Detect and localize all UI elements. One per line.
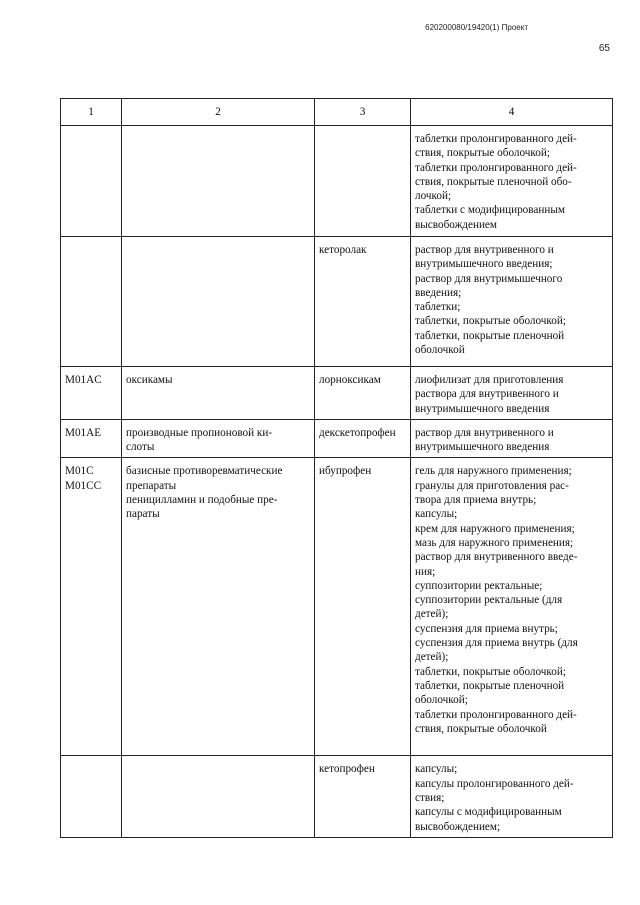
atc-code-line: M01CC	[65, 479, 102, 492]
atc-code-cell	[61, 237, 122, 367]
dosage-form-line: ния;	[415, 565, 436, 578]
atc-code-line: M01AE	[65, 426, 102, 439]
dosage-form-line: суспензия для приема внутрь (для	[415, 637, 578, 650]
table-row	[61, 126, 613, 237]
dosage-form-line: ствия;	[415, 792, 445, 805]
dosage-form-line: оболочкой	[415, 344, 465, 357]
dosage-forms-cell	[411, 367, 613, 420]
table-row	[61, 237, 613, 367]
dosage-form-line: внутримышечного введения;	[415, 258, 553, 271]
dosage-form-line: таблетки с модифицированным	[415, 204, 565, 217]
dosage-form-line: таблетки пролонгированного дей-	[415, 133, 577, 145]
atc-code-line: M01AC	[65, 374, 102, 386]
group-name-line: параты	[126, 508, 160, 521]
dosage-form-line: введения;	[415, 286, 462, 299]
drug-name-line: кеторолак	[319, 244, 367, 256]
dosage-form-line: таблетки;	[415, 301, 461, 314]
dosage-form-line: высвобождением	[415, 218, 497, 231]
group-name-line: пеницилламин и подобные пре-	[126, 494, 278, 507]
dosage-forms-cell	[411, 419, 613, 458]
dosage-form-line: таблетки, покрытые пленочной	[415, 679, 565, 692]
group-name-line: оксикамы	[126, 374, 173, 386]
dosage-form-line: таблетки пролонгированного дей-	[415, 161, 577, 174]
column-header: 2	[122, 99, 315, 126]
table-row	[61, 458, 613, 756]
dosage-forms-cell	[411, 126, 613, 237]
column-header: 1	[61, 99, 122, 126]
dosage-form-line: капсулы;	[415, 763, 458, 776]
dosage-form-line: ствия, покрытые оболочкой	[415, 722, 547, 735]
drug-name-cell	[315, 458, 411, 756]
drug-name-line: декскетопрофен	[319, 426, 396, 439]
drug-name-cell	[315, 237, 411, 367]
dosage-form-line: капсулы пролонгированного дей-	[415, 777, 574, 790]
dosage-form-line: раствор для внутривенного введе-	[415, 551, 578, 564]
group-name-line: производные пропионовой ки-	[126, 426, 273, 439]
dosage-forms-cell	[411, 756, 613, 837]
dosage-form-line: мазь для наружного применения;	[415, 536, 574, 549]
dosage-form-line: гель для наружного применения;	[415, 465, 572, 478]
dosage-form-line: раствор для внутримышечного	[415, 272, 563, 285]
drug-name-cell	[315, 367, 411, 420]
group-name-cell	[122, 458, 315, 756]
dosage-forms-cell	[411, 458, 613, 756]
page-number: 65	[598, 43, 610, 54]
group-name-line: слоты	[126, 441, 155, 454]
dosage-form-line: высвобождением;	[415, 820, 501, 833]
dosage-form-line: внутримышечного введения	[415, 402, 550, 415]
dosage-form-line: раствор для внутривенного и	[415, 244, 554, 256]
drug-name-cell	[315, 419, 411, 458]
table-header-row	[61, 99, 613, 126]
table-row	[61, 367, 613, 420]
dosage-form-line: ствия, покрытые пленочной обо-	[415, 175, 572, 188]
dosage-form-line: раствор для внутривенного и	[415, 426, 554, 439]
dosage-form-line: капсулы;	[415, 508, 458, 521]
dosage-form-line: капсулы с модифицированным	[415, 806, 562, 819]
atc-code-cell	[61, 458, 122, 756]
dosage-form-line: оболочкой;	[415, 694, 468, 707]
table-row	[61, 419, 613, 458]
atc-code-cell	[61, 419, 122, 458]
drug-name-line: лорноксикам	[319, 374, 381, 386]
drug-table	[60, 98, 613, 838]
atc-code-cell	[61, 126, 122, 237]
dosage-form-line: таблетки, покрытые оболочкой;	[415, 315, 566, 328]
dosage-form-line: таблетки, покрытые пленочной	[415, 329, 565, 342]
column-header: 4	[411, 99, 613, 126]
dosage-form-line: суппозитории ректальные;	[415, 579, 543, 592]
dosage-forms-cell	[411, 237, 613, 367]
dosage-form-line: таблетки пролонгированного дей-	[415, 708, 577, 721]
atc-code-cell	[61, 367, 122, 420]
group-name-cell	[122, 126, 315, 237]
atc-code-cell	[61, 756, 122, 837]
dosage-form-line: суспензия для приема внутрь;	[415, 622, 558, 635]
table-row	[61, 756, 613, 837]
dosage-form-line: твора для приема внутрь;	[415, 494, 537, 507]
dosage-form-line: детей);	[415, 651, 449, 664]
dosage-form-line: суппозитории ректальные (для	[415, 594, 563, 607]
group-name-line: базисные противоревматические	[126, 465, 283, 478]
document-id: 620200080/19420(1) Проект	[425, 23, 528, 32]
group-name-line: препараты	[126, 479, 177, 492]
column-header: 3	[315, 99, 411, 126]
drug-name-cell	[315, 756, 411, 837]
group-name-cell	[122, 367, 315, 420]
drug-name-cell	[315, 126, 411, 237]
dosage-form-line: гранулы для приготовления рас-	[415, 479, 569, 492]
atc-code-line: M01C	[65, 465, 94, 478]
dosage-form-line: таблетки, покрытые оболочкой;	[415, 665, 566, 678]
dosage-form-line: лочкой;	[415, 190, 452, 203]
dosage-form-line: раствора для внутривенного и	[415, 388, 559, 401]
drug-name-line: кетопрофен	[319, 763, 375, 776]
dosage-form-line: крем для наружного применения;	[415, 522, 575, 535]
group-name-cell	[122, 756, 315, 837]
drug-name-line: ибупрофен	[319, 465, 372, 478]
dosage-form-line: ствия, покрытые оболочкой;	[415, 147, 550, 160]
group-name-cell	[122, 419, 315, 458]
group-name-cell	[122, 237, 315, 367]
dosage-form-line: внутримышечного введения	[415, 441, 550, 454]
dosage-form-line: детей);	[415, 608, 449, 621]
dosage-form-line: лиофилизат для приготовления	[415, 374, 564, 386]
